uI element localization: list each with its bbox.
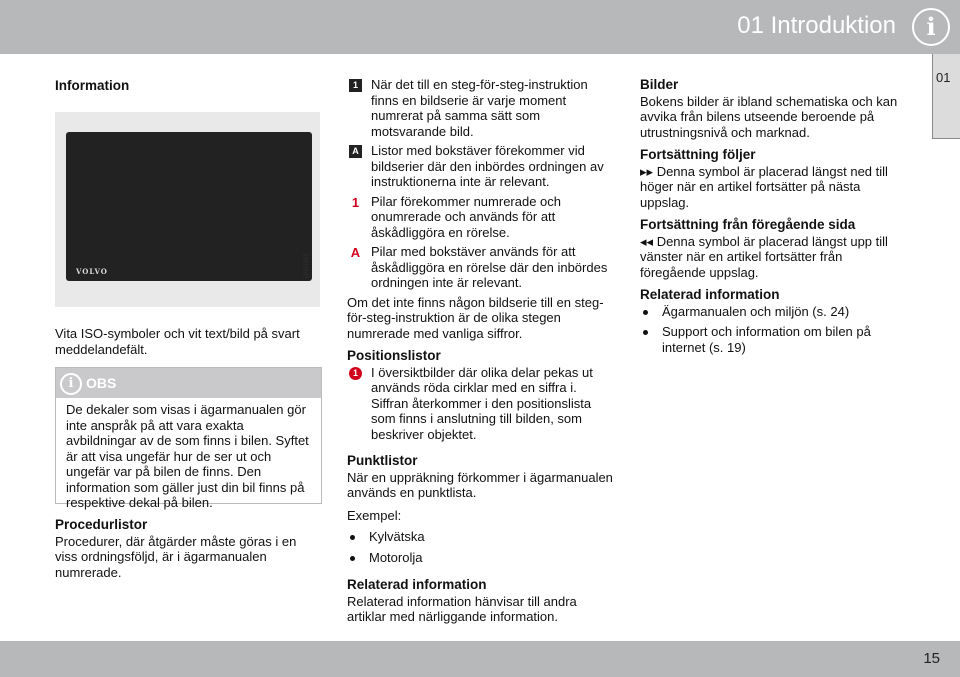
fran-text [640, 234, 905, 281]
obs-text: De dekaler som visas i ägarmanualen gör inte anspråk på att vara exakta avbildningar av de som finns i bilen. Syftet är att visa ungefär hur de ser ut och ungefär var på bilen de finns. Den information som gäller just din bil finns på respektive dekal på bilen. [66, 402, 309, 510]
heading-positionslistor: Positionslistor [347, 348, 441, 363]
page-footer [0, 641, 960, 677]
arrow-number-marker: 1 [351, 194, 360, 210]
list-item [347, 77, 617, 139]
obs-header [56, 368, 321, 398]
obs-box [55, 367, 322, 510]
column-2 [347, 77, 617, 625]
list-item [347, 194, 617, 241]
bilder-text: Bokens bilder är ibland schematiska och kan avvika från bilens utseende beroende på utrustningsnivå och marknad. [640, 93, 898, 140]
heading-procedurlistor: Procedurlistor [55, 517, 148, 532]
step-letter-marker: A [349, 145, 362, 158]
fran-desc: Denna symbol är placerad längst upp till vänster när en artikel fortsätter från föregående uppslag. [640, 233, 888, 280]
chapter-tab [932, 54, 960, 139]
list-item [347, 244, 617, 291]
image-code: G031593 [304, 253, 310, 278]
related-link[interactable]: Ägarmanualen och miljön (s. 24) [640, 304, 905, 320]
chapter-title: 01 Introduktion [737, 12, 896, 39]
item-text: När det till en steg-för-steg-instruktion finns en bildserie är varje moment numrerat på samma sätt som motsvarande bild. [371, 77, 588, 139]
list-item [347, 365, 617, 443]
list-item: Motorolja [347, 550, 617, 566]
position-marker: 1 [349, 367, 362, 380]
obs-label: OBS [86, 375, 117, 391]
heading-relaterad: Relaterad information [347, 577, 487, 592]
heading-relaterad: Relaterad information [640, 287, 780, 302]
punkt-text: När en uppräkning förkommer i ägarmanualen används en punktlista. [347, 469, 613, 500]
item-text: Listor med bokstäver förekommer vid bildserier där den inbördes ordningen av instruktionerna inte är relevant. [371, 143, 604, 189]
note-text: Om det inte finns någon bildserie till en steg-för-steg-instruktion är de olika stegen numrerade med vanliga siffror. [347, 294, 604, 341]
fortsattning-text [640, 164, 905, 211]
continue-icon: ▸▸ [640, 163, 654, 179]
chapter-tab-label: 01 [936, 70, 951, 85]
display-screen [66, 132, 312, 281]
page-number: 15 [923, 650, 940, 667]
info-icon: i [60, 373, 82, 395]
info-icon: i [912, 8, 950, 46]
item-text: I översiktbilder där olika delar pekas ut används röda cirklar med en siffra i. Siffran återkommer i den positionslista som finns i anslutning till bilden, som beskriver objektet. [371, 364, 593, 442]
relaterad-text: Relaterad information hänvisar till andra artiklar med närliggande information. [347, 593, 577, 624]
column-3 [640, 77, 905, 360]
procedure-text: Procedurer, där åtgärder måste göras i en viss ordningsföljd, är i ägarmanualen numrerade. [55, 533, 297, 580]
list-item [347, 143, 617, 190]
arrow-letter-marker: A [350, 245, 361, 260]
image-caption: Vita ISO-symboler och vit text/bild på svart meddelandefält. [55, 326, 300, 357]
procedure-section [55, 517, 320, 580]
fortsattning-desc: Denna symbol är placerad längst ned till höger när en artikel fortsätter på nästa uppslag. [640, 163, 888, 210]
heading-fortsattning-foljer: Fortsättning följer [640, 147, 756, 162]
volvo-logo: VOLVO [76, 267, 108, 276]
heading-bilder: Bilder [640, 77, 679, 92]
heading-information: Information [55, 78, 130, 93]
item-text: Pilar med bokstäver används för att åskådliggöra en rörelse där den inbördes ordningen inte är relevant. [371, 244, 608, 290]
step-number-marker: 1 [349, 79, 362, 92]
column-1 [55, 78, 320, 95]
back-icon: ◂◂ [640, 233, 654, 249]
page-header [0, 0, 960, 54]
related-link[interactable]: Support och information om bilen på internet (s. 19) [640, 324, 905, 355]
heading-fortsattning-fran: Fortsättning från föregående sida [640, 217, 856, 232]
item-text: Pilar förekommer numrerade och onumrerade och används för att åskådliggöra en rörelse. [371, 193, 562, 240]
heading-punktlistor: Punktlistor [347, 453, 418, 468]
list-item: Kylvätska [347, 529, 617, 545]
example-label: Exempel: [347, 507, 402, 523]
